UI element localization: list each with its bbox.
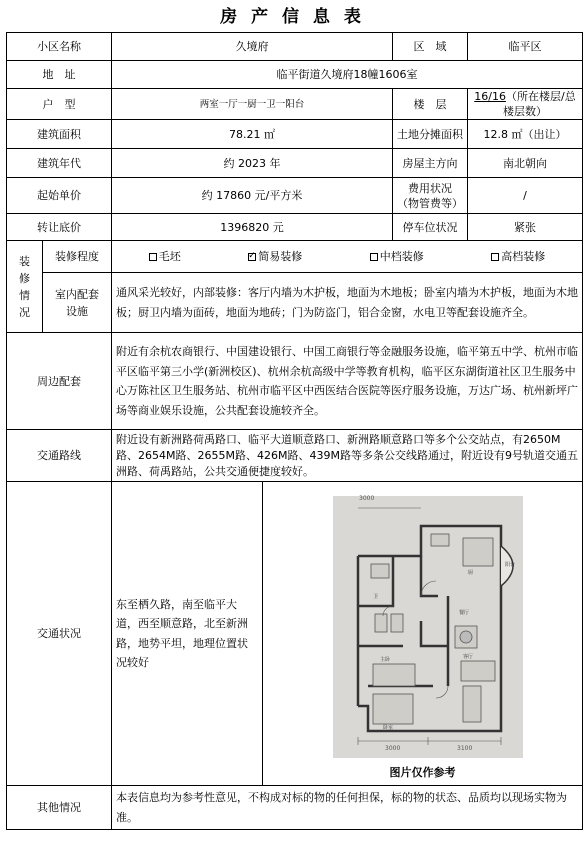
decoration-option[interactable] — [491, 249, 545, 264]
year-value: 约 2023 年 — [112, 149, 393, 178]
checkbox-icon[interactable] — [149, 253, 157, 261]
facilities-value: 通风采光较好，内部装修：客厅内墙为木护板，地面为木地板；卧室内墙为木护板，地面为木地板；厨卫内墙为面砖，地面为地砖；门为防盗门，铝合金窗，水电卫等配套设施齐全。 — [112, 273, 583, 333]
district-value: 临平区 — [468, 33, 583, 61]
table-row — [7, 178, 583, 214]
routes-label: 交通路线 — [7, 430, 112, 482]
floor-label: 楼 层 — [393, 89, 468, 120]
reserve-price-value: 1396820 元 — [112, 214, 393, 241]
decoration-section-label: 装修情况 — [7, 241, 43, 333]
floorplan-image — [263, 486, 581, 782]
year-label: 建筑年代 — [7, 149, 112, 178]
routes-value: 附近设有新洲路荷禹路口、临平大道顺意路口、新洲路顺意路口等多个公交站点，有2650M路、2654M路、2655M路、426M路、439M路等多条公交线路通过，附近设有9号轨道交通五洲路、荷禹路站，公共交通便捷度较好。 — [112, 430, 583, 482]
decoration-option-label: 毛坯 — [158, 250, 181, 263]
traffic-status-value: 东至栖久路，南至临平大道，西至顺意路，北至新洲路，地势平坦，地理位置状况较好 — [112, 482, 263, 786]
plan-label-bedroom: 卧室 — [383, 724, 394, 731]
facilities-label: 室内配套设施 — [43, 273, 112, 333]
layout-value: 两室一厅一厨一卫一阳台 — [112, 89, 393, 120]
plan-dim-bottom-2: 3100 — [457, 744, 473, 752]
table-row — [7, 241, 583, 273]
table-row — [7, 333, 583, 430]
plan-label-living: 客厅 — [463, 653, 474, 660]
decoration-option-label: 简易装修 — [258, 250, 303, 263]
decoration-option-label: 高档装修 — [501, 250, 546, 263]
area-value: 78.21 ㎡ — [112, 120, 393, 149]
surroundings-value: 附近有余杭农商银行、中国建设银行、中国工商银行等金融服务设施，临平第五中学、杭州市临平区临平第三小学(新洲校区)、杭州余杭高级中学等教育机构，临平区东湖街道社区卫生服务中心万陈社区卫生服务站、杭州市临平区中西医结合医院等医疗服务设施，万达广场、杭州新坪广场等商业娱乐设施，公共配套设施较齐全。 — [112, 333, 583, 430]
checkbox-icon[interactable] — [370, 253, 378, 261]
price-value: 约 17860 元/平方米 — [112, 178, 393, 214]
floor-number: 16/16 — [474, 90, 506, 103]
community-label: 小区名称 — [7, 33, 112, 61]
other-value: 本表信息均为参考性意见，不构成对标的物的任何担保，标的物的状态、品质均以现场实物为准。 — [112, 786, 583, 830]
decoration-options — [112, 241, 583, 273]
fee-value: / — [468, 178, 583, 214]
decoration-degree-label: 装修程度 — [43, 241, 112, 273]
district-label: 区 域 — [393, 33, 468, 61]
decoration-options-list — [115, 249, 579, 264]
property-info-table — [6, 32, 583, 830]
orientation-label: 房屋主方向 — [393, 149, 468, 178]
table-row — [7, 120, 583, 149]
plan-dim-bottom-1: 3000 — [385, 744, 401, 752]
plan-label-master: 主卧 — [380, 656, 391, 663]
floorplan-caption: 图片仅作参考 — [389, 765, 456, 779]
floorplan-container — [263, 486, 582, 782]
table-row — [7, 430, 583, 482]
address-value: 临平街道久境府18幢1606室 — [112, 61, 583, 89]
table-row — [7, 214, 583, 241]
checkbox-icon[interactable] — [491, 253, 499, 261]
plan-dim-top: 3000 — [359, 494, 375, 502]
orientation-value: 南北朝向 — [468, 149, 583, 178]
parking-label: 停车位状况 — [393, 214, 468, 241]
land-value: 12.8 ㎡（出让） — [468, 120, 583, 149]
price-label: 起始单价 — [7, 178, 112, 214]
other-label: 其他情况 — [7, 786, 112, 830]
community-value: 久境府 — [112, 33, 393, 61]
parking-value: 紧张 — [468, 214, 583, 241]
floorplan-cell — [263, 482, 583, 786]
checkbox-checked-icon[interactable] — [248, 253, 256, 261]
fee-label-line2: （物管费等） — [397, 196, 463, 210]
table-row — [7, 149, 583, 178]
plan-label-bath: 卫 — [373, 593, 379, 600]
traffic-status-label: 交通状况 — [7, 482, 112, 786]
fee-label — [393, 178, 468, 214]
table-row — [7, 273, 583, 333]
table-row — [7, 33, 583, 61]
address-label: 地 址 — [7, 61, 112, 89]
table-row — [7, 786, 583, 830]
plan-label-kitchen: 厨 — [468, 569, 474, 576]
decoration-option[interactable] — [248, 249, 302, 264]
decoration-option[interactable] — [149, 249, 181, 264]
table-row — [7, 89, 583, 120]
area-label: 建筑面积 — [7, 120, 112, 149]
decoration-option-label: 中档装修 — [379, 250, 424, 263]
decoration-option[interactable] — [370, 249, 424, 264]
land-label: 土地分摊面积 — [393, 120, 468, 149]
layout-label: 户 型 — [7, 89, 112, 120]
table-row — [7, 482, 583, 786]
floor-value — [468, 89, 583, 120]
floor-note: （所在楼层/总楼层数） — [503, 90, 576, 118]
plan-label-balcony: 阳台 — [505, 561, 516, 568]
page-title: 房 产 信 息 表 — [220, 7, 365, 27]
table-row — [7, 61, 583, 89]
plan-label-dining: 餐厅 — [459, 609, 470, 616]
reserve-price-label: 转让底价 — [7, 214, 112, 241]
surroundings-label: 周边配套 — [7, 333, 112, 430]
fee-label-line1: 费用状况 — [408, 181, 452, 195]
